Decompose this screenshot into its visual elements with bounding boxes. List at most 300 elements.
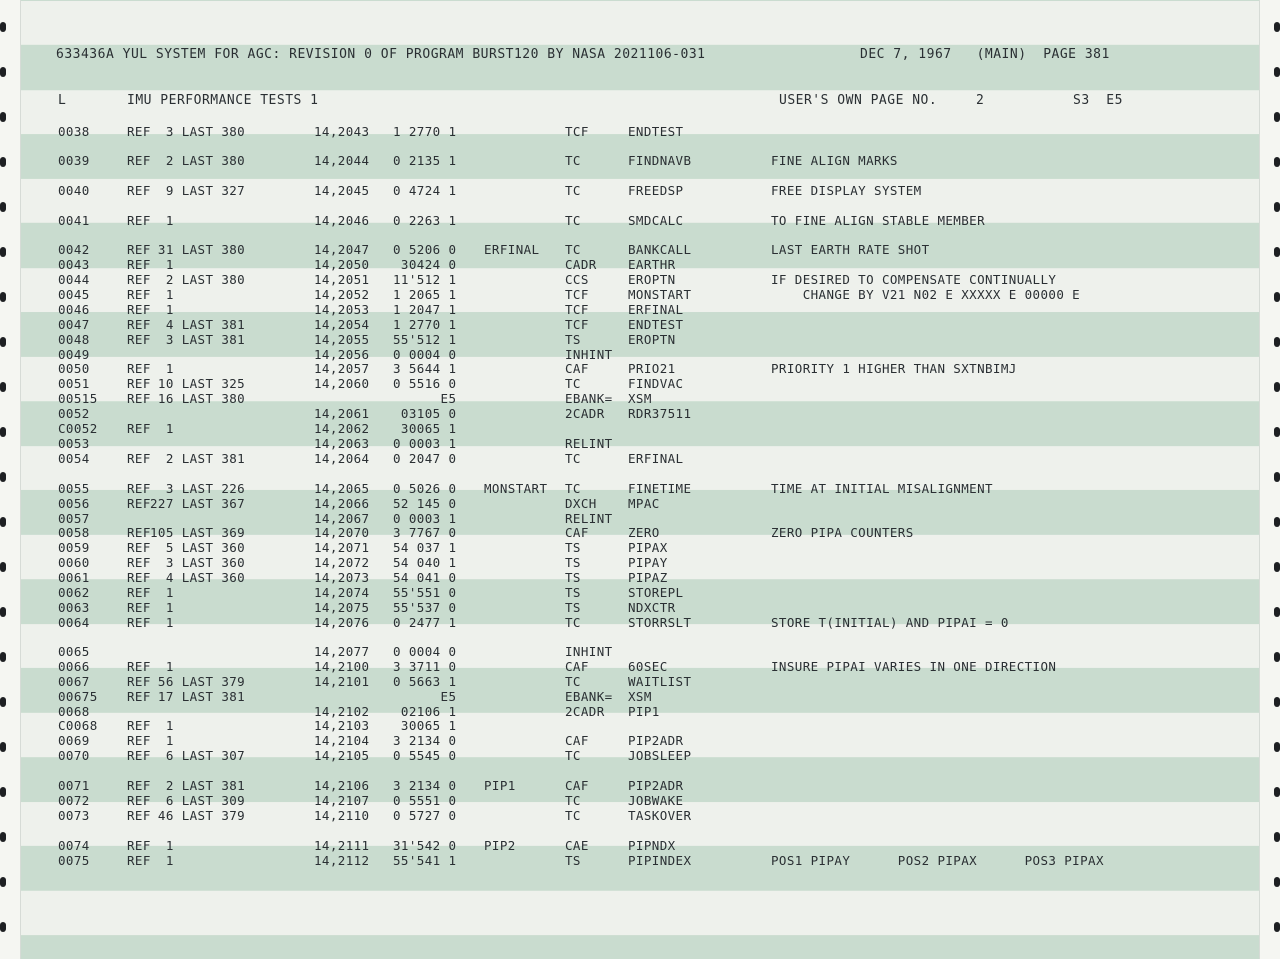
cell-addr: 14,2045 xyxy=(314,183,370,198)
listing-row xyxy=(0,436,1280,451)
cell-refinfo: 1 xyxy=(150,361,174,376)
cell-ref: REF xyxy=(127,391,151,406)
cell-word: 0 0004 0 xyxy=(393,347,457,362)
cell-addr: 14,2106 xyxy=(314,778,370,793)
cell-word: 0 2135 1 xyxy=(393,153,457,168)
cell-line: 0044 xyxy=(58,272,90,287)
cell-op: TC xyxy=(565,213,581,228)
cell-line: 0066 xyxy=(58,659,90,674)
listing-row xyxy=(0,317,1280,332)
cell-operand: BANKCALL xyxy=(628,242,692,257)
cell-operand: ENDTEST xyxy=(628,317,684,332)
cell-refinfo: 6 LAST 307 xyxy=(150,748,246,763)
cell-ref: REF xyxy=(127,153,151,168)
cell-refinfo: 3 LAST 360 xyxy=(150,555,246,570)
cell-op: TS xyxy=(565,853,581,868)
listing-row xyxy=(0,555,1280,570)
cell-operand: TASKOVER xyxy=(628,808,692,823)
cell-addr: 14,2100 xyxy=(314,659,370,674)
cell-ref: REF xyxy=(127,376,151,391)
cell-comment: ZERO PIPA COUNTERS xyxy=(771,525,914,540)
cell-word: 55'551 0 xyxy=(393,585,457,600)
listing-row xyxy=(0,644,1280,659)
cell-label: ERFINAL xyxy=(484,242,540,257)
cell-addr: 14,2062 xyxy=(314,421,370,436)
cell-word: 52 145 0 xyxy=(393,496,457,511)
cell-comment: STORE T(INITIAL) AND PIPAI = 0 xyxy=(771,615,1009,630)
cell-word: 0 5545 0 xyxy=(393,748,457,763)
cell-op: DXCH xyxy=(565,496,597,511)
cell-label: PIP2 xyxy=(484,838,516,853)
cell-line: 0075 xyxy=(58,853,90,868)
cell-addr: 14,2067 xyxy=(314,511,370,526)
cell-ref: REF xyxy=(127,496,151,511)
listing-row xyxy=(0,585,1280,600)
cell-addr: 14,2060 xyxy=(314,376,370,391)
cell-op: INHINT xyxy=(565,644,613,659)
cell-op: TS xyxy=(565,555,581,570)
cell-refinfo: 31 LAST 380 xyxy=(150,242,246,257)
cell-op: RELINT xyxy=(565,511,613,526)
cell-addr: 14,2101 xyxy=(314,674,370,689)
cell-refinfo: 4 LAST 360 xyxy=(150,570,246,585)
cell-op: TS xyxy=(565,600,581,615)
cell-line: 0067 xyxy=(58,674,90,689)
cell-addr: 14,2107 xyxy=(314,793,370,808)
cell-word: 03105 0 xyxy=(393,406,457,421)
cell-line: 0047 xyxy=(58,317,90,332)
log-type: L xyxy=(58,93,67,108)
cell-operand: EARTHR xyxy=(628,257,676,272)
cell-operand: WAITLIST xyxy=(628,674,692,689)
cell-line: 0039 xyxy=(58,153,90,168)
listing-row xyxy=(0,540,1280,555)
cell-ref: REF xyxy=(127,332,151,347)
cell-op: CAF xyxy=(565,778,589,793)
listing-row xyxy=(0,838,1280,853)
listing-row xyxy=(0,674,1280,689)
cell-addr: 14,2075 xyxy=(314,600,370,615)
cell-line: 0040 xyxy=(58,183,90,198)
cell-addr: 14,2103 xyxy=(314,718,370,733)
cell-word: 54 041 0 xyxy=(393,570,457,585)
listing-row xyxy=(0,183,1280,198)
listing-row xyxy=(0,124,1280,139)
listing-row xyxy=(0,704,1280,719)
cell-ref: REF xyxy=(127,733,151,748)
cell-refinfo: 3 LAST 381 xyxy=(150,332,246,347)
listing-row xyxy=(0,718,1280,733)
cell-ref: REF xyxy=(127,748,151,763)
cell-line: 0060 xyxy=(58,555,90,570)
listing-row xyxy=(0,451,1280,466)
cell-word: 0 2047 0 xyxy=(393,451,457,466)
cell-refinfo: 2 LAST 380 xyxy=(150,272,246,287)
cell-operand: ERFINAL xyxy=(628,302,684,317)
cell-comment: INSURE PIPAI VARIES IN ONE DIRECTION xyxy=(771,659,1057,674)
listing-row xyxy=(0,733,1280,748)
cell-word: 0 5516 0 xyxy=(393,376,457,391)
cell-addr: 14,2043 xyxy=(314,124,370,139)
cell-op: TC xyxy=(565,451,581,466)
cell-operand: PIPAZ xyxy=(628,570,668,585)
cell-op: CAF xyxy=(565,361,589,376)
cell-operand: FREEDSP xyxy=(628,183,684,198)
cell-ref: REF xyxy=(127,555,151,570)
cell-line: 0055 xyxy=(58,481,90,496)
cell-refinfo: 5 LAST 360 xyxy=(150,540,246,555)
cell-operand: FINDNAVB xyxy=(628,153,692,168)
cell-refinfo: 1 xyxy=(150,838,174,853)
cell-ref: REF xyxy=(127,242,151,257)
cell-line: 0051 xyxy=(58,376,90,391)
cell-ref: REF xyxy=(127,525,151,540)
cell-op: TCF xyxy=(565,317,589,332)
listing-row xyxy=(0,287,1280,302)
listing-row xyxy=(0,793,1280,808)
cell-line: 0038 xyxy=(58,124,90,139)
listing-row xyxy=(0,347,1280,362)
users-page-label: USER'S OWN PAGE NO. xyxy=(779,93,938,108)
cell-addr: 14,2065 xyxy=(314,481,370,496)
cell-line: 0045 xyxy=(58,287,90,302)
cell-operand: PIP1 xyxy=(628,704,660,719)
cell-op: RELINT xyxy=(565,436,613,451)
cell-op: 2CADR xyxy=(565,704,605,719)
cell-ref: REF xyxy=(127,659,151,674)
cell-word: E5 xyxy=(393,689,457,704)
cell-refinfo: 1 xyxy=(150,213,174,228)
cell-word: 31'542 0 xyxy=(393,838,457,853)
cell-line: 0053 xyxy=(58,436,90,451)
listing-row xyxy=(0,689,1280,704)
cell-refinfo: 1 xyxy=(150,600,174,615)
cell-word: 0 0003 1 xyxy=(393,511,457,526)
cell-op: CADR xyxy=(565,257,597,272)
cell-word: 0 0003 1 xyxy=(393,436,457,451)
cell-word: 0 5663 1 xyxy=(393,674,457,689)
listing-row xyxy=(0,242,1280,257)
cell-operand: FINDVAC xyxy=(628,376,684,391)
cell-line: 0074 xyxy=(58,838,90,853)
cell-word: 3 3711 0 xyxy=(393,659,457,674)
cell-ref: REF xyxy=(127,124,151,139)
cell-addr: 14,2111 xyxy=(314,838,370,853)
listing-row xyxy=(0,570,1280,585)
cell-line: 0062 xyxy=(58,585,90,600)
cell-line: 0052 xyxy=(58,406,90,421)
cell-ref: REF xyxy=(127,838,151,853)
cell-ref: REF xyxy=(127,600,151,615)
listing-row xyxy=(0,600,1280,615)
cell-addr: 14,2073 xyxy=(314,570,370,585)
cell-op: TC xyxy=(565,376,581,391)
cell-word: 1 2770 1 xyxy=(393,317,457,332)
cell-op: CAF xyxy=(565,733,589,748)
cell-operand: ENDTEST xyxy=(628,124,684,139)
cell-operand: MPAC xyxy=(628,496,660,511)
cell-operand: RDR37511 xyxy=(628,406,692,421)
cell-comment: PRIORITY 1 HIGHER THAN SXTNBIMJ xyxy=(771,361,1017,376)
cell-refinfo: 17 LAST 381 xyxy=(150,689,246,704)
cell-addr: 14,2105 xyxy=(314,748,370,763)
cell-comment: FREE DISPLAY SYSTEM xyxy=(771,183,922,198)
listing-header-title: 633436A YUL SYSTEM FOR AGC: REVISION 0 OF PROGRAM BURST120 BY NASA 2021106-031 xyxy=(56,47,706,62)
cell-ref: REF xyxy=(127,615,151,630)
cell-word: 1 2065 1 xyxy=(393,287,457,302)
listing-row xyxy=(0,853,1280,868)
cell-word: 0 2477 1 xyxy=(393,615,457,630)
cell-line: 0059 xyxy=(58,540,90,555)
cell-word: 55'541 1 xyxy=(393,853,457,868)
cell-line: 0049 xyxy=(58,347,90,362)
cell-comment: CHANGE BY V21 N02 E XXXXX E 00000 E xyxy=(771,287,1081,302)
cell-operand: FINETIME xyxy=(628,481,692,496)
cell-op: TS xyxy=(565,585,581,600)
cell-op: TC xyxy=(565,242,581,257)
cell-ref: REF xyxy=(127,778,151,793)
cell-refinfo: 1 xyxy=(150,257,174,272)
cell-addr: 14,2050 xyxy=(314,257,370,272)
cell-op: CCS xyxy=(565,272,589,287)
cell-op: EBANK= xyxy=(565,391,613,406)
cell-addr: 14,2061 xyxy=(314,406,370,421)
cell-line: 0041 xyxy=(58,213,90,228)
cell-op: TC xyxy=(565,481,581,496)
cell-ref: REF xyxy=(127,585,151,600)
cell-ref: REF xyxy=(127,718,151,733)
cell-word: 3 2134 0 xyxy=(393,733,457,748)
cell-comment: POS1 PIPAY POS2 PIPAX POS3 PIPAX xyxy=(771,853,1104,868)
cell-operand: NDXCTR xyxy=(628,600,676,615)
cell-addr: 14,2102 xyxy=(314,704,370,719)
cell-refinfo: 2 LAST 381 xyxy=(150,451,246,466)
cell-word: 0 2263 1 xyxy=(393,213,457,228)
cell-ref: REF xyxy=(127,287,151,302)
cell-line: C0068 xyxy=(58,718,98,733)
cell-addr: 14,2063 xyxy=(314,436,370,451)
cell-ref: REF xyxy=(127,272,151,287)
listing-row xyxy=(0,748,1280,763)
cell-ref: REF xyxy=(127,689,151,704)
cell-op: EBANK= xyxy=(565,689,613,704)
cell-refinfo: 227 LAST 367 xyxy=(150,496,246,511)
listing-row xyxy=(0,406,1280,421)
cell-word: 3 7767 0 xyxy=(393,525,457,540)
cell-operand: JOBSLEEP xyxy=(628,748,692,763)
cell-op: TS xyxy=(565,332,581,347)
cell-op: TCF xyxy=(565,287,589,302)
cell-comment: TO FINE ALIGN STABLE MEMBER xyxy=(771,213,985,228)
cell-line: 0043 xyxy=(58,257,90,272)
cell-word: 3 5644 1 xyxy=(393,361,457,376)
listing-row xyxy=(0,376,1280,391)
cell-line: C0052 xyxy=(58,421,98,436)
cell-word: 0 5727 0 xyxy=(393,808,457,823)
cell-addr: 14,2054 xyxy=(314,317,370,332)
cell-refinfo: 1 xyxy=(150,421,174,436)
cell-op: CAF xyxy=(565,659,589,674)
cell-op: TC xyxy=(565,183,581,198)
cell-addr: 14,2055 xyxy=(314,332,370,347)
listing-row xyxy=(0,302,1280,317)
cell-line: 0072 xyxy=(58,793,90,808)
cell-addr: 14,2051 xyxy=(314,272,370,287)
cell-word: 0 5551 0 xyxy=(393,793,457,808)
listing-row xyxy=(0,778,1280,793)
cell-addr: 14,2046 xyxy=(314,213,370,228)
cell-addr: 14,2066 xyxy=(314,496,370,511)
cell-refinfo: 9 LAST 327 xyxy=(150,183,246,198)
cell-word: 1 2047 1 xyxy=(393,302,457,317)
cell-op: TC xyxy=(565,748,581,763)
cell-addr: 14,2104 xyxy=(314,733,370,748)
cell-operand: STORRSLT xyxy=(628,615,692,630)
cell-line: 0046 xyxy=(58,302,90,317)
cell-addr: 14,2052 xyxy=(314,287,370,302)
cell-line: 0054 xyxy=(58,451,90,466)
cell-operand: PIPAY xyxy=(628,555,668,570)
cell-word: 54 037 1 xyxy=(393,540,457,555)
cell-operand: XSM xyxy=(628,689,652,704)
cell-word: 0 4724 1 xyxy=(393,183,457,198)
cell-line: 0069 xyxy=(58,733,90,748)
cell-operand: 60SEC xyxy=(628,659,668,674)
cell-op: TCF xyxy=(565,124,589,139)
cell-line: 0057 xyxy=(58,511,90,526)
cell-op: TC xyxy=(565,615,581,630)
listing-row xyxy=(0,496,1280,511)
cell-word: 55'537 0 xyxy=(393,600,457,615)
cell-op: 2CADR xyxy=(565,406,605,421)
cell-label: MONSTART xyxy=(484,481,548,496)
cell-ref: REF xyxy=(127,481,151,496)
cell-refinfo: 1 xyxy=(150,659,174,674)
listing-row xyxy=(0,272,1280,287)
cell-line: 0042 xyxy=(58,242,90,257)
cell-operand: PIP2ADR xyxy=(628,778,684,793)
cell-refinfo: 56 LAST 379 xyxy=(150,674,246,689)
cell-operand: STOREPL xyxy=(628,585,684,600)
cell-refinfo: 1 xyxy=(150,718,174,733)
cell-refinfo: 6 LAST 309 xyxy=(150,793,246,808)
cell-comment: FINE ALIGN MARKS xyxy=(771,153,898,168)
cell-word: 0 5026 0 xyxy=(393,481,457,496)
cell-operand: PRIO21 xyxy=(628,361,676,376)
cell-ref: REF xyxy=(127,361,151,376)
cell-refinfo: 1 xyxy=(150,615,174,630)
cell-operand: SMDCALC xyxy=(628,213,684,228)
cell-line: 0073 xyxy=(58,808,90,823)
cell-op: TC xyxy=(565,153,581,168)
cell-ref: REF xyxy=(127,540,151,555)
cell-ref: REF xyxy=(127,213,151,228)
cell-addr: 14,2071 xyxy=(314,540,370,555)
cell-op: CAF xyxy=(565,525,589,540)
cell-operand: PIPINDEX xyxy=(628,853,692,868)
cell-line: 0064 xyxy=(58,615,90,630)
cell-addr: 14,2056 xyxy=(314,347,370,362)
cell-operand: ERFINAL xyxy=(628,451,684,466)
listing-row xyxy=(0,153,1280,168)
listing-row xyxy=(0,257,1280,272)
users-page-number: 2 xyxy=(976,93,985,108)
cell-word: 02106 1 xyxy=(393,704,457,719)
cell-ref: REF xyxy=(127,808,151,823)
cell-ref: REF xyxy=(127,451,151,466)
cell-refinfo: 1 xyxy=(150,287,174,302)
cell-ref: REF xyxy=(127,853,151,868)
cell-refinfo: 1 xyxy=(150,302,174,317)
cell-word: 0 0004 0 xyxy=(393,644,457,659)
cell-op: TC xyxy=(565,674,581,689)
section-code: S3 E5 xyxy=(1073,93,1123,108)
cell-refinfo: 1 xyxy=(150,853,174,868)
cell-addr: 14,2070 xyxy=(314,525,370,540)
cell-line: 0065 xyxy=(58,644,90,659)
cell-addr: 14,2077 xyxy=(314,644,370,659)
listing-row xyxy=(0,213,1280,228)
cell-operand: EROPTN xyxy=(628,272,676,287)
cell-word: 55'512 1 xyxy=(393,332,457,347)
cell-word: 0 5206 0 xyxy=(393,242,457,257)
cell-comment: TIME AT INITIAL MISALIGNMENT xyxy=(771,481,993,496)
listing-row xyxy=(0,659,1280,674)
cell-ref: REF xyxy=(127,302,151,317)
cell-operand: ZERO xyxy=(628,525,660,540)
cell-addr: 14,2044 xyxy=(314,153,370,168)
cell-ref: REF xyxy=(127,257,151,272)
cell-op: TS xyxy=(565,570,581,585)
cell-addr: 14,2057 xyxy=(314,361,370,376)
cell-comment: IF DESIRED TO COMPENSATE CONTINUALLY xyxy=(771,272,1057,287)
cell-operand: JOBWAKE xyxy=(628,793,684,808)
listing-row xyxy=(0,332,1280,347)
cell-refinfo: 3 LAST 380 xyxy=(150,124,246,139)
cell-addr: 14,2072 xyxy=(314,555,370,570)
listing-row xyxy=(0,421,1280,436)
cell-addr: 14,2047 xyxy=(314,242,370,257)
cell-refinfo: 46 LAST 379 xyxy=(150,808,246,823)
cell-ref: REF xyxy=(127,317,151,332)
cell-ref: REF xyxy=(127,421,151,436)
header-date: DEC 7, 1967 xyxy=(860,47,952,62)
cell-label: PIP1 xyxy=(484,778,516,793)
cell-line: 0061 xyxy=(58,570,90,585)
cell-word: 11'512 1 xyxy=(393,272,457,287)
cell-line: 0070 xyxy=(58,748,90,763)
cell-line: 00675 xyxy=(58,689,98,704)
cell-op: INHINT xyxy=(565,347,613,362)
listing-row xyxy=(0,481,1280,496)
cell-operand: PIP2ADR xyxy=(628,733,684,748)
cell-op: TC xyxy=(565,808,581,823)
cell-addr: 14,2112 xyxy=(314,853,370,868)
cell-op: TC xyxy=(565,793,581,808)
cell-addr: 14,2110 xyxy=(314,808,370,823)
cell-addr: 14,2076 xyxy=(314,615,370,630)
cell-operand: MONSTART xyxy=(628,287,692,302)
cell-addr: 14,2064 xyxy=(314,451,370,466)
header-section: (MAIN) xyxy=(976,47,1027,62)
cell-ref: REF xyxy=(127,570,151,585)
header-page: PAGE 381 xyxy=(1043,47,1110,62)
cell-refinfo: 10 LAST 325 xyxy=(150,376,246,391)
listing-row xyxy=(0,525,1280,540)
listing-row xyxy=(0,391,1280,406)
cell-word: 54 040 1 xyxy=(393,555,457,570)
cell-refinfo: 1 xyxy=(150,733,174,748)
